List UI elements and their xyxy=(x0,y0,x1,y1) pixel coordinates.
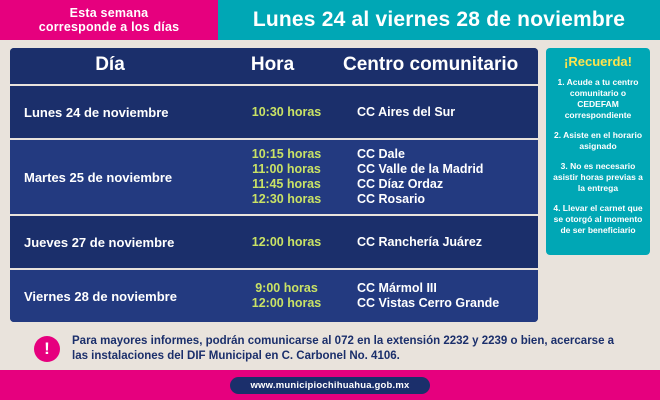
reminder-item: 3. No es necesario asistir horas previas a la entrega xyxy=(553,161,643,193)
column-header-day: Día xyxy=(95,54,125,75)
reminder-item: 2. Asiste en el horario asignado xyxy=(553,130,643,151)
header-week-line2: corresponde a los días xyxy=(38,20,180,34)
bottom-bar xyxy=(0,370,660,400)
header-week-label xyxy=(0,0,218,40)
row-hours: 10:30 horas xyxy=(251,104,322,119)
column-header-place: Centro comunitario xyxy=(343,54,519,75)
row-day: Martes 25 de noviembre xyxy=(24,169,173,185)
schedule-header-row xyxy=(10,48,538,84)
row-day: Lunes 24 de noviembre xyxy=(24,104,169,120)
table-row xyxy=(10,138,538,214)
row-hours: 10:15 horas 11:00 horas 11:45 horas 12:30 horas xyxy=(251,147,322,206)
reminder-title: ¡Recuerda! xyxy=(564,54,632,69)
row-places: CC Ranchería Juárez xyxy=(357,234,483,249)
reminder-item: 1. Acude a tu centro comunitario o CEDEFAM correspondiente xyxy=(557,77,639,120)
header-date-range: Lunes 24 al viernes 28 de noviembre xyxy=(218,0,660,40)
row-places: CC Aires del Sur xyxy=(357,104,456,119)
header-week-line1: Esta semana xyxy=(69,6,149,20)
reminder-panel xyxy=(546,48,650,255)
website-url[interactable]: www.municipiochihuahua.gob.mx xyxy=(230,377,429,394)
exclamation-icon: ! xyxy=(34,336,60,362)
row-places: CC Mármol III CC Vistas Cerro Grande xyxy=(357,281,500,310)
poster-header xyxy=(0,0,660,40)
table-row xyxy=(10,268,538,322)
row-day: Jueves 27 de noviembre xyxy=(24,234,175,250)
poster-body xyxy=(0,40,660,400)
footer-note xyxy=(0,334,660,364)
reminder-item: 4. Llevar el carnet que se otorgó al momento de ser beneficiario xyxy=(553,203,643,235)
row-hours: 9:00 horas 12:00 horas xyxy=(251,281,322,310)
table-row xyxy=(10,84,538,138)
schedule-table xyxy=(10,48,538,322)
row-day: Viernes 28 de noviembre xyxy=(24,288,177,304)
row-places: CC Dale CC Valle de la Madrid CC Díaz Ordaz CC Rosario xyxy=(357,147,484,206)
column-header-hour: Hora xyxy=(250,54,295,75)
table-row xyxy=(10,214,538,268)
row-hours: 12:00 horas xyxy=(251,234,322,249)
footer-note-text: Para mayores informes, podrán comunicarse al 072 en la extensión 2232 y 2239 o bien, acercarse a las instalaciones del DIF Municipal en C. Carbonel No. 4106. xyxy=(72,335,615,362)
